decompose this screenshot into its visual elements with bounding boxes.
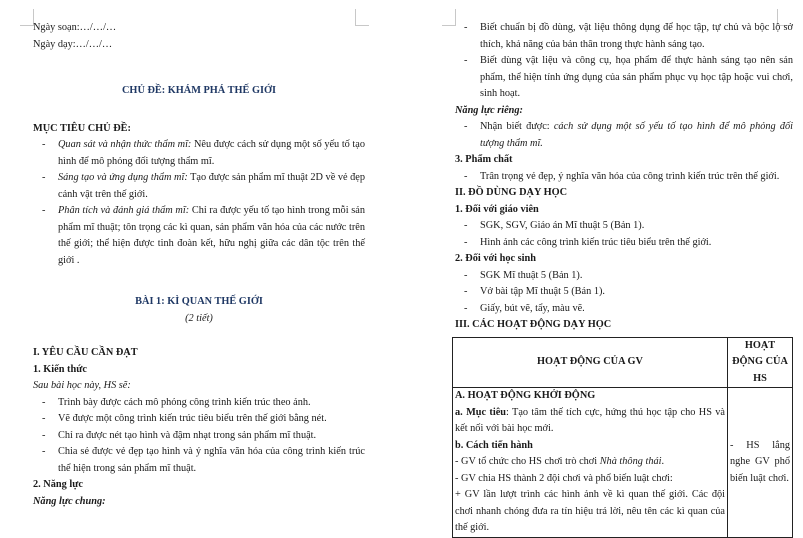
- gv-activity-cell: [453, 388, 728, 538]
- lesson-title: BÀI 1: KÌ QUAN THẾ GIỚI: [135, 296, 263, 307]
- margin-corner-mark: [442, 9, 456, 26]
- quality-item: - Trân trọng vẻ đẹp, ý nghĩa văn hóa của công trình kiến trúc trên thế giới.: [464, 170, 780, 182]
- margin-corner-mark: [20, 9, 34, 26]
- date-taught: Ngày dạy:…/…/…: [33, 38, 113, 50]
- competence-item: - Biết dùng vật liệu và công cụ, họa phẩm để thực hành sáng tạo nên sản phẩm, thể hiện tính ứng dụng của sản phẩm phục vụ học tập hoặc vui chơi, sinh hoạt.: [464, 55, 793, 99]
- activities-table: [452, 337, 793, 538]
- subsection-heading: 3. Phẩm chất: [455, 154, 513, 165]
- general-competence-label: Năng lực chung:: [33, 495, 106, 507]
- column-header-hs: HOẠT ĐỘNG CỦA HS: [728, 337, 793, 388]
- column-header-gv: HOẠT ĐỘNG CỦA GV: [453, 337, 728, 388]
- subsection-heading: 2. Năng lực: [33, 479, 83, 490]
- subsection-heading: 1. Đối với giáo viên: [455, 203, 539, 215]
- lesson-periods: (2 tiết): [185, 312, 213, 324]
- objective-item: - Phân tích và đánh giá thẩm mĩ: Chỉ ra được yếu tố tạo hình trong mỗi sản phẩm mĩ thuật; tôn trọng các kì quan, sản phẩm văn hóa của các nước trên thế giới; thể hiện được tinh đoàn kết, hữu nghị giữa các dân tộc trên thế giới .: [42, 205, 365, 266]
- goal-line: a. Mục tiêu: Tạo tâm thế tích cực, hứng thú học tập cho HS và kết nối với bài học mới.: [455, 406, 725, 434]
- knowledge-item: - Vẽ được một công trình kiến trúc tiêu biểu trên thế giới bằng nét.: [42, 413, 327, 424]
- procedure-label: b. Cách tiến hành: [455, 439, 533, 451]
- document-page-left: [0, 0, 400, 528]
- hs-activity-cell: - HS lắng nghe GV phổ biến luật chơi.: [728, 388, 793, 538]
- student-item: - SGK Mĩ thuật 5 (Bản 1).: [464, 269, 583, 281]
- subsection-heading: 2. Đối với học sinh: [455, 253, 536, 264]
- competence-item: - Nhận biết được: cách sử dụng một số yếu tố tạo hình để mô phỏng đối tượng thẩm mĩ.: [464, 121, 793, 149]
- section-heading: III. CÁC HOẠT ĐỘNG DẠY HỌC: [455, 319, 612, 330]
- student-item: - Giấy, bút vẽ, tẩy, màu vẽ.: [464, 302, 585, 314]
- specific-competence-label: Năng lực riêng:: [455, 104, 523, 116]
- gv-step: - GV tổ chức cho HS chơi trò chơi Nhà thông thái.: [455, 456, 665, 467]
- gv-step: + GV lần lượt trình các hình ảnh về kì quan thế giới. Các đội chơi nhanh chóng đưa ra tín hiệu trả lời, nêu tên các kì quan của thế giới.: [455, 489, 725, 533]
- document-page-right: [403, 0, 803, 533]
- section-heading: II. ĐỒ DÙNG DẠY HỌC: [455, 187, 568, 198]
- knowledge-item: - Chỉ ra được nét tạo hình và đậm nhạt trong sản phẩm mĩ thuật.: [42, 429, 317, 441]
- knowledge-intro: Sau bài học này, HS sẽ:: [33, 380, 131, 391]
- competence-item: - Biết chuẩn bị đồ dùng, vật liệu thông dụng để học tập, tự chủ và bộc lộ sở thích, khả năng của bản thân trong thực hành sáng tạo.: [464, 22, 793, 50]
- objectives-heading: MỤC TIÊU CHỦ ĐỀ:: [33, 122, 131, 134]
- gv-step: - GV chia HS thành 2 đội chơi và phổ biến luật chơi:: [455, 472, 673, 484]
- date-prepared: Ngày soạn:…/…/…: [33, 22, 117, 33]
- subsection-heading: 1. Kiến thức: [33, 363, 87, 375]
- knowledge-item: - Chia sẻ được vẻ đẹp tạo hình và ý nghĩa văn hóa của công trình kiến trúc thể hiện trong sản phẩm mĩ thuật.: [42, 446, 365, 474]
- activity-title: A. HOẠT ĐỘNG KHỞI ĐỘNG: [455, 390, 596, 401]
- student-item: - Vở bài tập Mĩ thuật 5 (Bản 1).: [464, 286, 605, 297]
- objective-item: - Quan sát và nhận thức thẩm mĩ: Nêu được cách sử dụng một số yếu tố tạo hình để mô phỏng đối tượng thẩm mĩ.: [42, 139, 366, 167]
- page-body: [33, 20, 365, 510]
- knowledge-item: - Trình bày được cách mô phỏng công trình kiến trúc theo ảnh.: [42, 396, 311, 408]
- teacher-item: - SGK, SGV, Giáo án Mĩ thuật 5 (Bản 1).: [464, 220, 645, 231]
- section-heading: I. YÊU CẦU CẦN ĐẠT: [33, 347, 138, 358]
- topic-title: CHỦ ĐỀ: KHÁM PHÁ THẾ GIỚI: [122, 85, 276, 96]
- objective-item: - Sáng tạo và ứng dụng thẩm mĩ: Tạo được sản phẩm mĩ thuật 2D về vẻ đẹp cảnh vật trên thế giới.: [42, 172, 366, 200]
- teacher-item: - Hình ảnh các công trình kiến trúc tiêu biểu trên thế giới.: [464, 236, 712, 248]
- page-body: [455, 20, 793, 538]
